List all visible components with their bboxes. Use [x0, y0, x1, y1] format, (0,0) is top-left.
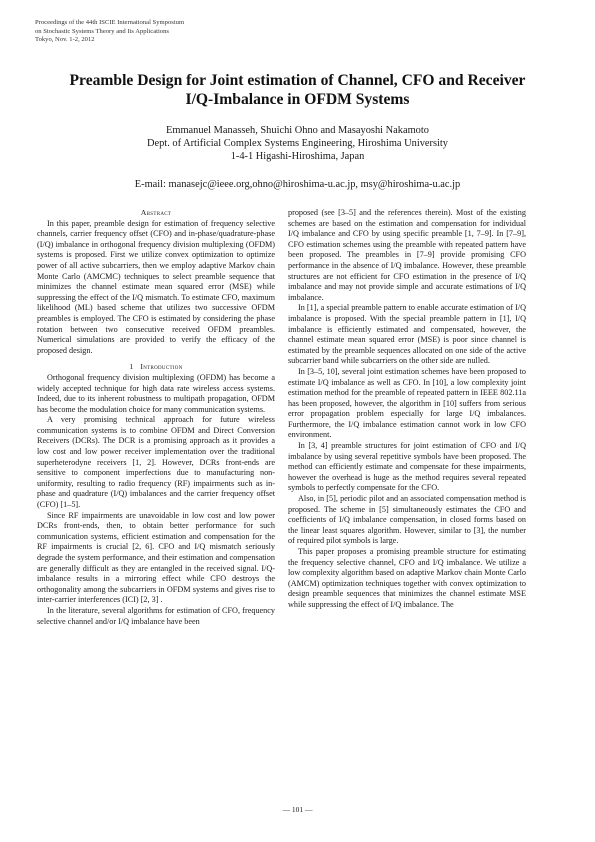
author-address: 1-4-1 Higashi-Hiroshima, Japan	[230, 151, 365, 163]
body-paragraph: A very promising technical approach for future wireless communication systems is to combine OFDM and Direct Conversion Receivers (DCRs). The DCR is a promising approach as it provides a low cost and low power receiver implementation over the traditional superheterodyne receivers [1, 2]. However, DCRs front-ends are sensitive to component imperfections due to manufacturing non-uniformity, resulting to radio frequency (RF) impairments such as in-phase and quadrature (I/Q) imbalances and the carrier frequency offset (CFO) [1–5].	[37, 415, 275, 510]
intro-heading	[37, 362, 275, 373]
body-paragraph: This paper proposes a promising preamble structure for estimating the frequency selective channel, CFO and I/Q imbalance. We utilize a low complexity algorithm based on adaptive Markov chain Monte Carlo (AMCM) optimization techniques together with convex optimization to design preamble sequences that minimizes the channel estimate MSE while suppressing the effect of I/Q imbalance. The	[288, 547, 526, 609]
proceedings-line: Proceedings of the 44th ISCIE International Symposium	[35, 19, 185, 26]
proceedings-line: Tokyo, Nov. 1-2, 2012	[35, 36, 95, 44]
abstract-heading: Abstract	[140, 208, 172, 217]
title-line-1: Preamble Design for Joint estimation of Channel, CFO and Receiver	[69, 72, 526, 89]
abstract-text: In this paper, preamble design for estimation of frequency selective channels, carrier frequency offset (CFO) and in-phase/quadrature-phase (I/Q) imbalance in orthogonal frequency division multiplexing (OFDM) systems is proposed. First we utilize convex optimization to optimize power of all active subcarriers, then we employ adaptive Markov chain Monte Carlo (AMCMC) techniques to select preamble sequence that minimizes the channel estimate mean squared error (MSE) while suppressing the effect of the I/Q mismatch. To estimate CFO, maximum likelihood (ML) based scheme that utilizes two successive OFDM preambles is employed. The CFO is estimated by considering the phase rotation between two consecutive received OFDM preambles. Numerical simulations are provided to verify the efficacy of the proposed design.	[37, 218, 275, 355]
section-number: 1	[129, 362, 134, 372]
body-paragraph: In [3, 4] preamble structures for joint estimation of CFO and I/Q imbalance by using several repetitive symbols have been proposed. The method can efficiently estimate and compensate for these impairments, however the overhead is huge as the method requires several repeated symbols to perfectly compensate for the CFO.	[288, 441, 526, 493]
section-title: Introduction	[140, 362, 183, 372]
author-block	[30, 124, 565, 164]
proceedings-line: on Stochastic Systems Theory and Its Applications	[35, 27, 169, 35]
page-number: — 101 —	[282, 805, 313, 814]
body-paragraph: Also, in [5], periodic pilot and an associated compensation method is proposed. The scheme in [5] simultaneously estimates the CFO and coefficients of I/Q imbalance compensation, in closed forms based on the linear least squares algorithm. However, similar to [3], the number of required pilot symbols is large.	[288, 494, 526, 546]
title-line-2: I/Q-Imbalance in OFDM Systems	[185, 91, 410, 108]
author-names: Emmanuel Manasseh, Shuichi Ohno and Masayoshi Nakamoto	[166, 125, 429, 136]
body-paragraph: In [1], a special preamble pattern to enable accurate estimation of I/Q imbalance is proposed. With the special preamble pattern in [1], I/Q imbalance is efficiently estimated and compensated, however, the channel estimate mean squared error (MSE) is poor since channel is estimated by the preamble sequences allocated on one side of the active subcarrier band while subcarriers on the other side are nulled.	[288, 303, 526, 366]
body-paragraph: In the literature, several algorithms for estimation of CFO, frequency selective channel and/or I/Q imbalance have been	[37, 605, 275, 626]
body-paragraph: In [3–5, 10], several joint estimation schemes have been proposed to estimate I/Q imbalance as well as CFO. In [10], a low complexity joint estimation method for the preamble of repeated pattern in IEEE 802.11a has been proposed, however, the algorithm in [10] suffers from serious error propagation problem especially for large I/Q imbalances. Furthermore, the I/Q imbalance estimation cannot work in low CFO environment.	[288, 366, 526, 440]
body-paragraph: Orthogonal frequency division multiplexing (OFDM) has become a widely accepted technique for high data rate wireless access systems. Indeed, due to its inherent robustness to multipath propagation, OFDM has become the modulation choice for many communication systems.	[37, 372, 275, 414]
paper-title	[30, 71, 565, 109]
right-column	[288, 208, 526, 611]
author-department: Dept. of Artificial Complex Systems Engineering, Hiroshima University	[147, 138, 448, 150]
author-email: E-mail: manasejc@ieee.org,ohno@hiroshima-u.ac.jp, msy@hiroshima-u.ac.jp	[134, 179, 461, 190]
proceedings-header	[35, 19, 184, 45]
left-column	[37, 208, 275, 627]
body-paragraph: Since RF impairments are unavoidable in low cost and low power DCRs front-ends, then, to obtain better performance for such communication systems, efficient estimation and compensation for the RF impairments is crucial [2, 6]. CFO and I/Q mismatch seriously degrade the system performance, and their estimation and compensation are generally difficult as they are entangled in the received signal. I/Q-imbalance results in a mirroring effect while CFO destroys the orthogonality among the subcarriers in OFDM systems and gives rise to inter-carrier interferences (ICI) [2, 3] .	[37, 510, 275, 605]
body-paragraph: proposed (see [3–5] and the references therein). Most of the existing schemes are based on the estimation and compensation for individual I/Q imbalance and CFO by using specific preamble [1, 7–9]. In [7–9], CFO estimation schemes using the preamble with repeated pattern have been proposed. The preambles in [7–9] provide promising CFO performance in the absence of I/Q imbalance. However, these preamble structures are not efficient for CFO estimation in the presence of I/Q imbalance and may not provide simple and accurate estimations of I/Q imbalance.	[288, 208, 526, 302]
